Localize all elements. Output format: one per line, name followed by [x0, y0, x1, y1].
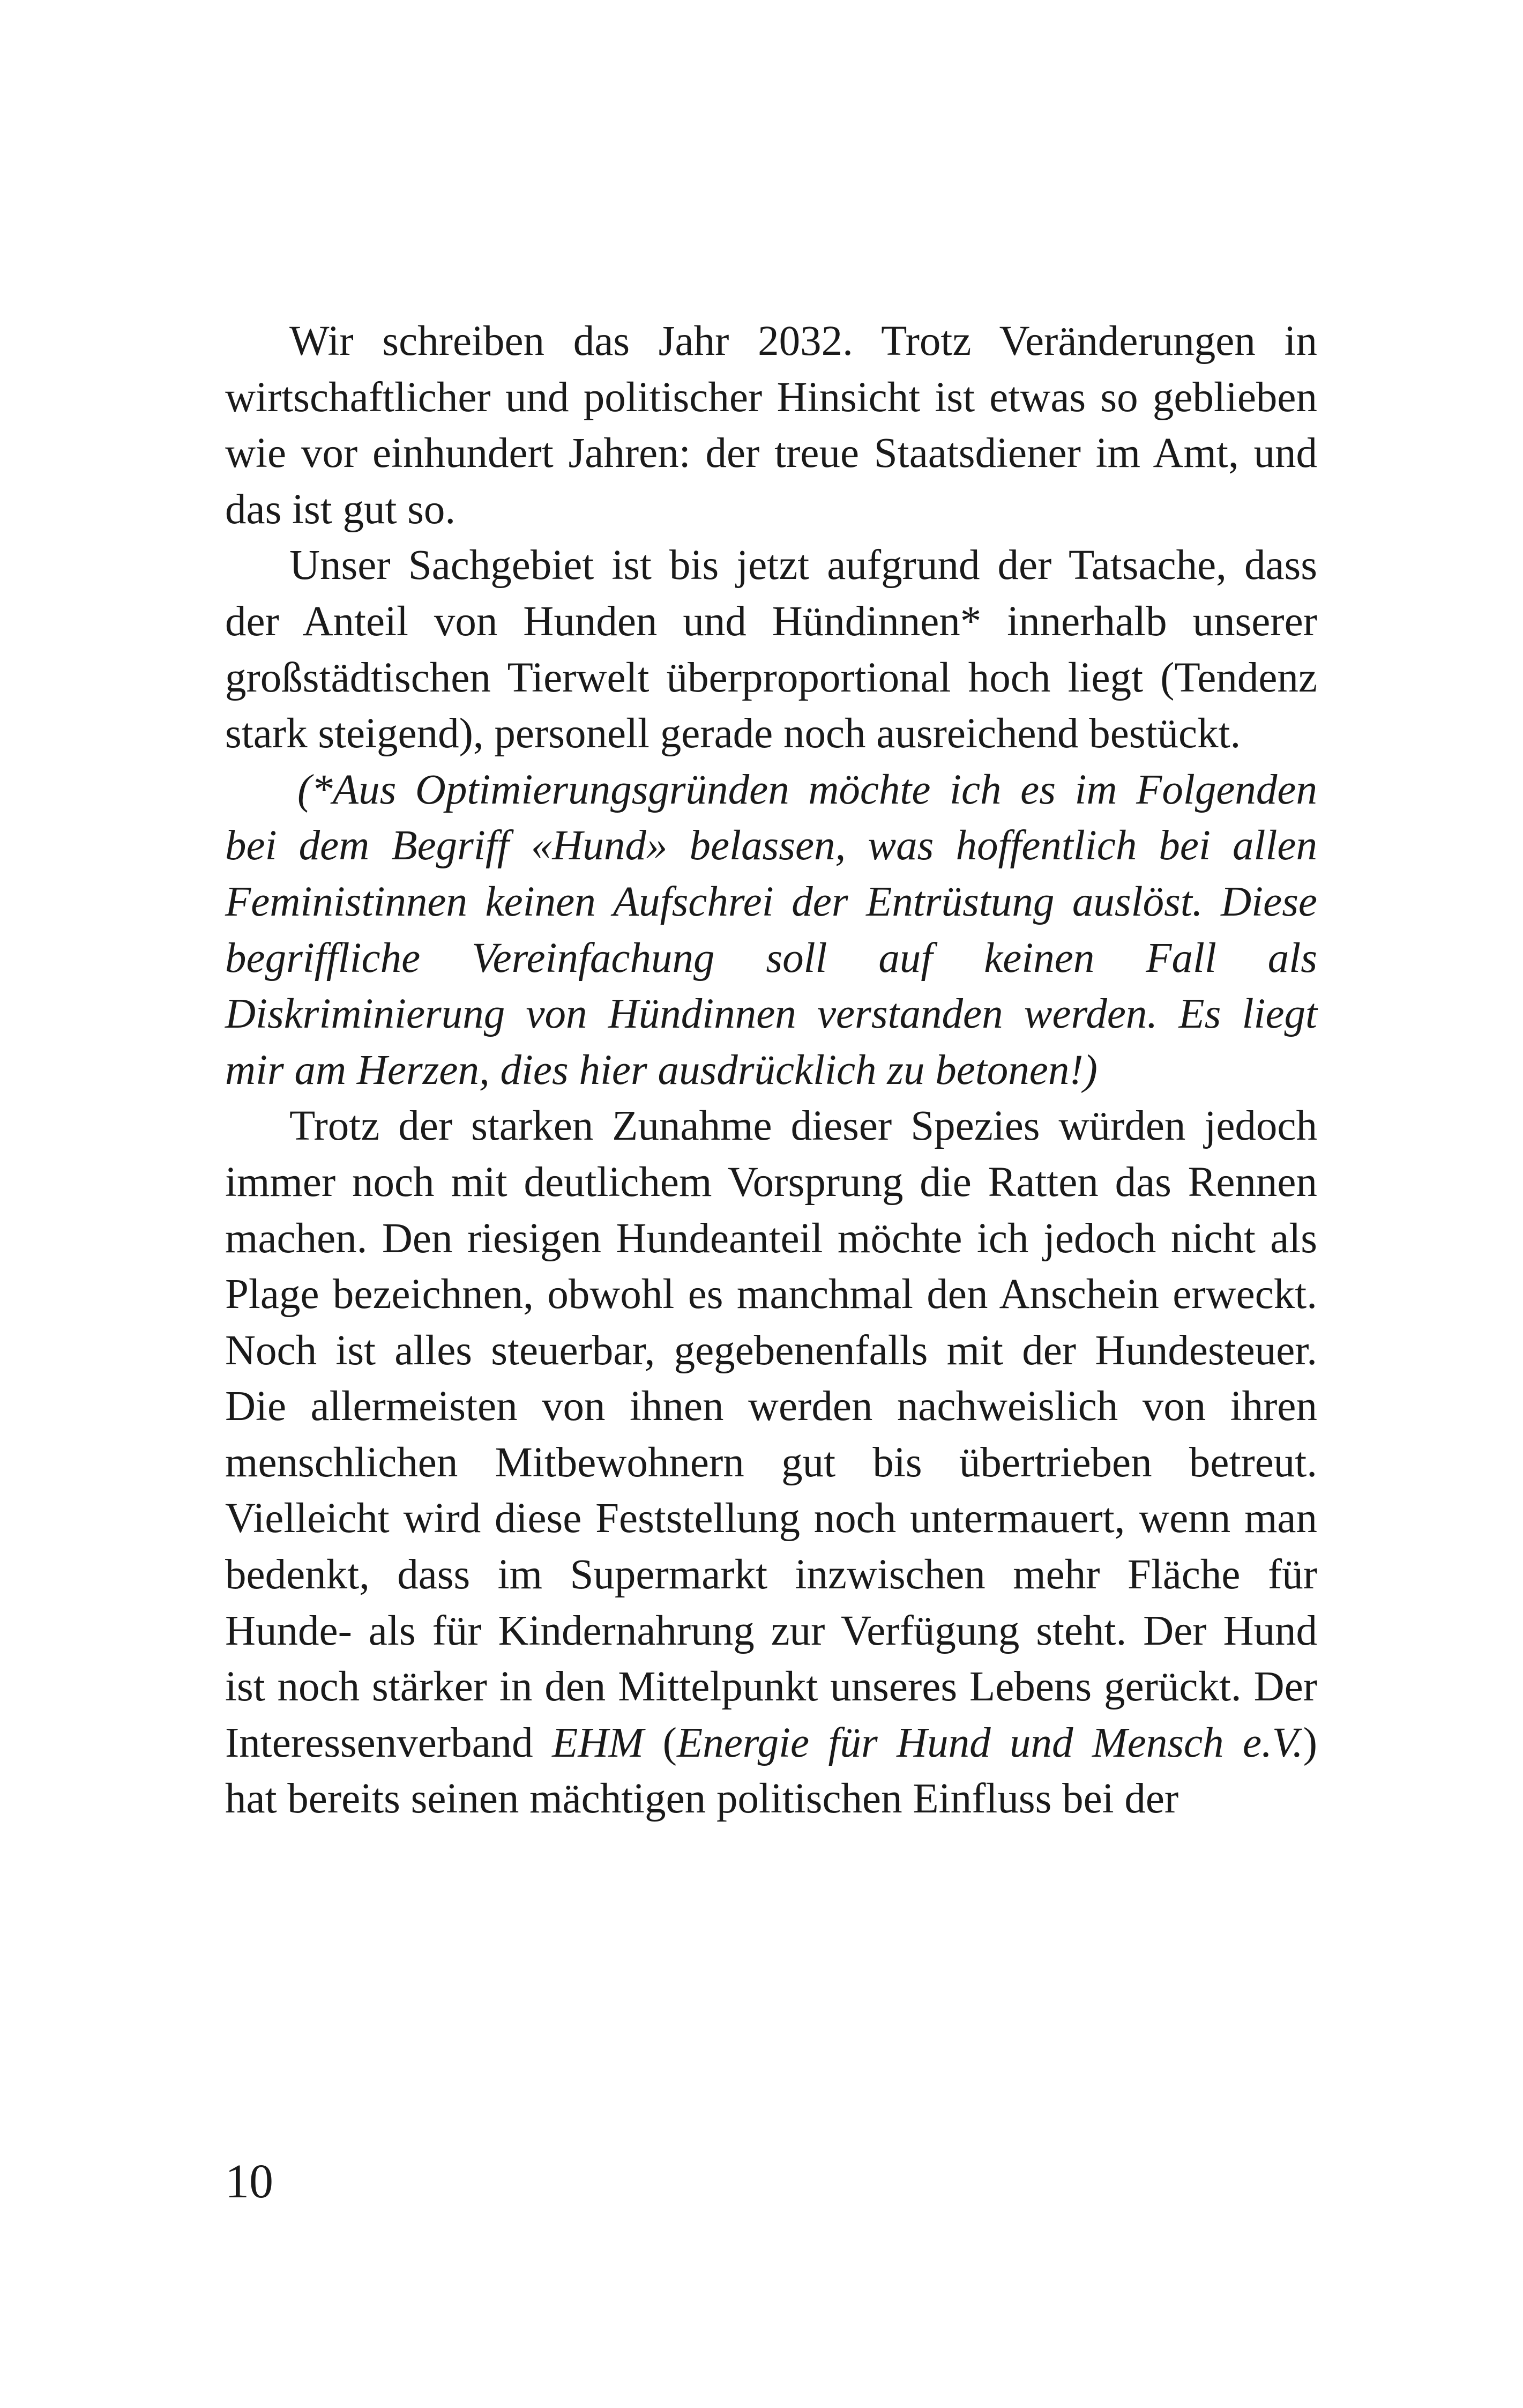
body-text [225, 314, 1317, 1827]
abbreviation-ehm: EHM [552, 1719, 644, 1766]
paragraph-2: Unser Sachgebiet ist bis jetzt aufgrund der Tatsache, dass der Anteil von Hunden und Hündinnen* innerhalb unserer großstädtischen Tierwelt überproportional hoch liegt (Tendenz stark steigend), personell gerade noch ausreichend bestückt. [225, 542, 1317, 757]
paragraph-4 [225, 1098, 1317, 1827]
paren-open: ( [644, 1719, 677, 1766]
paragraph-4-text-a: Trotz der starken Zunahme dieser Spezies würden jedoch immer noch mit deutlichem Vorsprung die Ratten das Rennen machen. Den riesigen Hundeanteil möchte ich jedoch nicht als Plage bezeichnen, obwohl es manchmal den Anschein erweckt. Noch ist alles steuerbar, gegebenenfalls mit der Hundesteuer. Die allermeisten von ihnen werden nachweislich von ihren menschlichen Mitbewohnern gut bis übertrieben betreut. Vielleicht wird diese Feststellung noch untermauert, wenn man bedenkt, dass im Supermarkt inzwischen mehr Fläche für Hunde- als für Kindernahrung zur Verfügung steht. Der Hund ist noch stärker in den Mittelpunkt unseres Lebens gerückt. Der Interessenverband [225, 1103, 1317, 1766]
footnote-paragraph: (*Aus Optimierungsgründen möchte ich es im Folgenden bei dem Begriff «Hund» belassen, was hoffentlich bei allen Feministinnen keinen Aufschrei der Entrüstung auslöst. Diese begriffliche Vereinfachung soll auf keinen Fall als Diskriminierung von Hündinnen verstanden werden. Es liegt mir am Herzen, dies hier ausdrücklich zu betonen!) [225, 766, 1317, 1094]
page-number: 10 [225, 2155, 273, 2208]
paragraph-4-text-b: ) hat bereits seinen mächtigen politischen Einfluss bei der [225, 1719, 1317, 1823]
paragraph-1: Wir schreiben das Jahr 2032. Trotz Veränderungen in wirtschaftlicher und politischer Hinsicht ist etwas so geblieben wie vor einhundert Jahren: der treue Staatsdiener im Amt, und das ist gut so. [225, 318, 1317, 533]
association-name: Energie für Hund und Mensch e.V. [676, 1719, 1303, 1766]
